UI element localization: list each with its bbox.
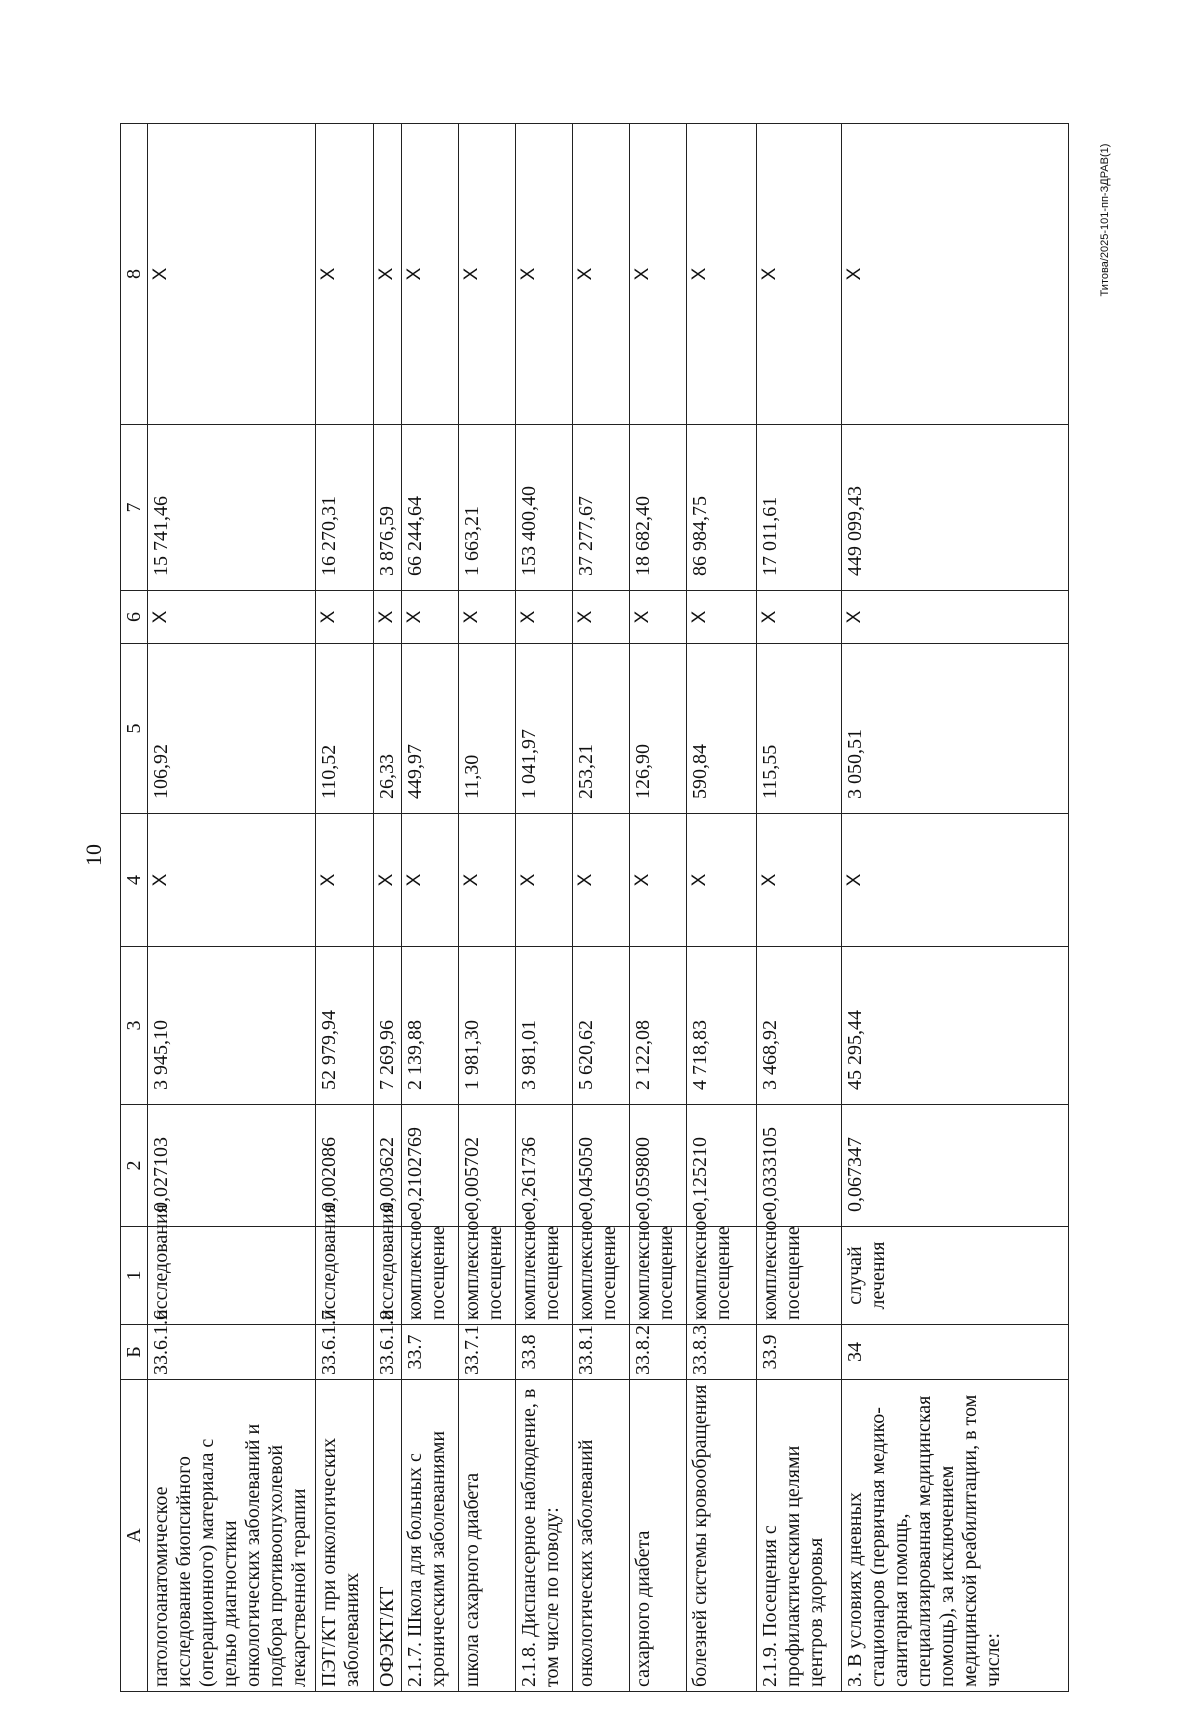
cell-col-6: X xyxy=(148,591,316,644)
tariff-table xyxy=(120,123,1069,1692)
cell-col-4: X xyxy=(516,814,573,947)
cell-col-8: X xyxy=(374,124,402,425)
cell-col-А: 2.1.7. Школа для больных с хроническими заболеваниями xyxy=(402,1380,459,1692)
cell-col-2: 0,045050 xyxy=(573,1105,630,1227)
document-id xyxy=(1095,143,1115,297)
cell-col-1: комплексное посещение xyxy=(757,1227,842,1325)
table-body xyxy=(148,124,1069,1692)
cell-col-2: 0,125210 xyxy=(687,1105,757,1227)
cell-col-8: X xyxy=(148,124,316,425)
table-row xyxy=(573,124,630,1692)
cell-col-2: 0,2102769 xyxy=(402,1105,459,1227)
cell-col-А: онкологических заболеваний xyxy=(573,1380,630,1692)
cell-col-5: 590,84 xyxy=(687,644,757,814)
cell-col-7: 3 876,59 xyxy=(374,425,402,591)
cell-col-8: X xyxy=(757,124,842,425)
cell-col-6: X xyxy=(374,591,402,644)
cell-col-2: 0,261736 xyxy=(516,1105,573,1227)
cell-col-Б: 34 xyxy=(842,1325,1069,1380)
cell-col-3: 3 981,01 xyxy=(516,947,573,1105)
cell-col-4: X xyxy=(148,814,316,947)
cell-col-8: X xyxy=(687,124,757,425)
column-header: 4 xyxy=(121,814,148,947)
rotated-table-area xyxy=(120,124,1066,1692)
cell-col-8: X xyxy=(630,124,687,425)
cell-col-1: комплексное посещение xyxy=(630,1227,687,1325)
cell-col-6: X xyxy=(630,591,687,644)
cell-col-6: X xyxy=(842,591,1069,644)
cell-col-6: X xyxy=(757,591,842,644)
cell-col-4: X xyxy=(630,814,687,947)
cell-col-7: 153 400,40 xyxy=(516,425,573,591)
cell-col-3: 5 620,62 xyxy=(573,947,630,1105)
column-header: 8 xyxy=(121,124,148,425)
cell-col-6: X xyxy=(516,591,573,644)
cell-col-5: 11,30 xyxy=(459,644,516,814)
cell-col-1: комплексное посещение xyxy=(459,1227,516,1325)
cell-col-4: X xyxy=(687,814,757,947)
cell-col-4: X xyxy=(316,814,374,947)
cell-col-5: 3 050,51 xyxy=(842,644,1069,814)
cell-col-3: 2 122,08 xyxy=(630,947,687,1105)
cell-col-А: 2.1.8. Диспансерное наблюдение, в том числе по поводу: xyxy=(516,1380,573,1692)
cell-col-2: 0,067347 xyxy=(842,1105,1069,1227)
cell-col-А: 2.1.9. Посещения с профилактическими целями центров здоровья xyxy=(757,1380,842,1692)
cell-col-А: сахарного диабета xyxy=(630,1380,687,1692)
cell-col-А: болезней системы кровообращения xyxy=(687,1380,757,1692)
cell-col-7: 16 270,31 xyxy=(316,425,374,591)
cell-col-1: комплексное посещение xyxy=(573,1227,630,1325)
cell-col-1: комплексное посещение xyxy=(687,1227,757,1325)
cell-col-8: X xyxy=(459,124,516,425)
cell-col-2: 0,002086 xyxy=(316,1105,374,1227)
cell-col-Б: 33.6.1.6 xyxy=(148,1325,316,1380)
cell-col-5: 1 041,97 xyxy=(516,644,573,814)
cell-col-8: X xyxy=(573,124,630,425)
table-row xyxy=(148,124,316,1692)
column-header: 7 xyxy=(121,425,148,591)
cell-col-7: 449 099,43 xyxy=(842,425,1069,591)
table-row xyxy=(842,124,1069,1692)
cell-col-6: X xyxy=(459,591,516,644)
rotated-table-container xyxy=(120,124,1066,1692)
table-row xyxy=(516,124,573,1692)
cell-col-6: X xyxy=(573,591,630,644)
table-row xyxy=(316,124,374,1692)
cell-col-5: 253,21 xyxy=(573,644,630,814)
cell-col-8: X xyxy=(316,124,374,425)
cell-col-2: 0,027103 xyxy=(148,1105,316,1227)
cell-col-8: X xyxy=(842,124,1069,425)
cell-col-7: 37 277,67 xyxy=(573,425,630,591)
cell-col-7: 1 663,21 xyxy=(459,425,516,591)
table-row xyxy=(757,124,842,1692)
cell-col-Б: 33.8.2 xyxy=(630,1325,687,1380)
cell-col-3: 45 295,44 xyxy=(842,947,1069,1105)
table-row xyxy=(374,124,402,1692)
cell-col-7: 17 011,61 xyxy=(757,425,842,591)
table-row xyxy=(687,124,757,1692)
cell-col-Б: 33.8.3 xyxy=(687,1325,757,1380)
cell-col-7: 66 244,64 xyxy=(402,425,459,591)
table-row xyxy=(402,124,459,1692)
cell-col-3: 1 981,30 xyxy=(459,947,516,1105)
column-header: А xyxy=(121,1380,148,1692)
cell-col-Б: 33.9 xyxy=(757,1325,842,1380)
cell-col-А: патологоанатомическое исследование биопсийного (операционного) материала с целью диагностики онкологических заболеваний и подбора противоопухолевой лекарственной терапии xyxy=(148,1380,316,1692)
cell-col-8: X xyxy=(402,124,459,425)
cell-col-А: школа сахарного диабета xyxy=(459,1380,516,1692)
cell-col-8: X xyxy=(516,124,573,425)
cell-col-1: комплексное посещение xyxy=(516,1227,573,1325)
cell-col-1: исследования xyxy=(316,1227,374,1325)
cell-col-2: 0,0333105 xyxy=(757,1105,842,1227)
cell-col-Б: 33.8.1 xyxy=(573,1325,630,1380)
cell-col-4: X xyxy=(573,814,630,947)
cell-col-1: случай лечения xyxy=(842,1227,1069,1325)
header-row xyxy=(121,124,148,1692)
cell-col-2: 0,003622 xyxy=(374,1105,402,1227)
cell-col-2: 0,059800 xyxy=(630,1105,687,1227)
cell-col-А: 3. В условиях дневных стационаров (первичная медико-санитарная помощь, специализированная медицинская помощь), за исключением медицинской реабилитации, в том числе: xyxy=(842,1380,1069,1692)
document-id-text: Титова/2025-101-пп-ЗДРАВ(1) xyxy=(1099,143,1111,297)
cell-col-4: X xyxy=(757,814,842,947)
cell-col-А: ПЭТ/КТ при онкологических заболеваниях xyxy=(316,1380,374,1692)
cell-col-Б: 33.6.1.8 xyxy=(374,1325,402,1380)
cell-col-1: исследования xyxy=(374,1227,402,1325)
page-number: 10 xyxy=(81,844,106,866)
cell-col-3: 52 979,94 xyxy=(316,947,374,1105)
cell-col-Б: 33.6.1.7 xyxy=(316,1325,374,1380)
cell-col-6: X xyxy=(687,591,757,644)
cell-col-3: 7 269,96 xyxy=(374,947,402,1105)
cell-col-7: 15 741,46 xyxy=(148,425,316,591)
cell-col-7: 86 984,75 xyxy=(687,425,757,591)
cell-col-4: X xyxy=(842,814,1069,947)
column-header: 5 xyxy=(121,644,148,814)
cell-col-7: 18 682,40 xyxy=(630,425,687,591)
cell-col-3: 3 468,92 xyxy=(757,947,842,1105)
cell-col-Б: 33.8 xyxy=(516,1325,573,1380)
cell-col-1: исследования xyxy=(148,1227,316,1325)
cell-col-5: 449,97 xyxy=(402,644,459,814)
cell-col-5: 106,92 xyxy=(148,644,316,814)
cell-col-4: X xyxy=(374,814,402,947)
cell-col-4: X xyxy=(402,814,459,947)
cell-col-3: 2 139,88 xyxy=(402,947,459,1105)
cell-col-2: 0,005702 xyxy=(459,1105,516,1227)
cell-col-3: 4 718,83 xyxy=(687,947,757,1105)
cell-col-6: X xyxy=(402,591,459,644)
cell-col-6: X xyxy=(316,591,374,644)
cell-col-А: ОФЭКТ/КТ xyxy=(374,1380,402,1692)
column-header: 3 xyxy=(121,947,148,1105)
table-row xyxy=(459,124,516,1692)
cell-col-5: 115,55 xyxy=(757,644,842,814)
column-header: 6 xyxy=(121,591,148,644)
column-header: 2 xyxy=(121,1105,148,1227)
cell-col-5: 110,52 xyxy=(316,644,374,814)
cell-col-Б: 33.7.1 xyxy=(459,1325,516,1380)
cell-col-5: 126,90 xyxy=(630,644,687,814)
cell-col-4: X xyxy=(459,814,516,947)
column-header: Б xyxy=(121,1325,148,1380)
column-header: 1 xyxy=(121,1227,148,1325)
table-row xyxy=(630,124,687,1692)
cell-col-3: 3 945,10 xyxy=(148,947,316,1105)
cell-col-Б: 33.7 xyxy=(402,1325,459,1380)
cell-col-5: 26,33 xyxy=(374,644,402,814)
cell-col-1: комплексное посещение xyxy=(402,1227,459,1325)
